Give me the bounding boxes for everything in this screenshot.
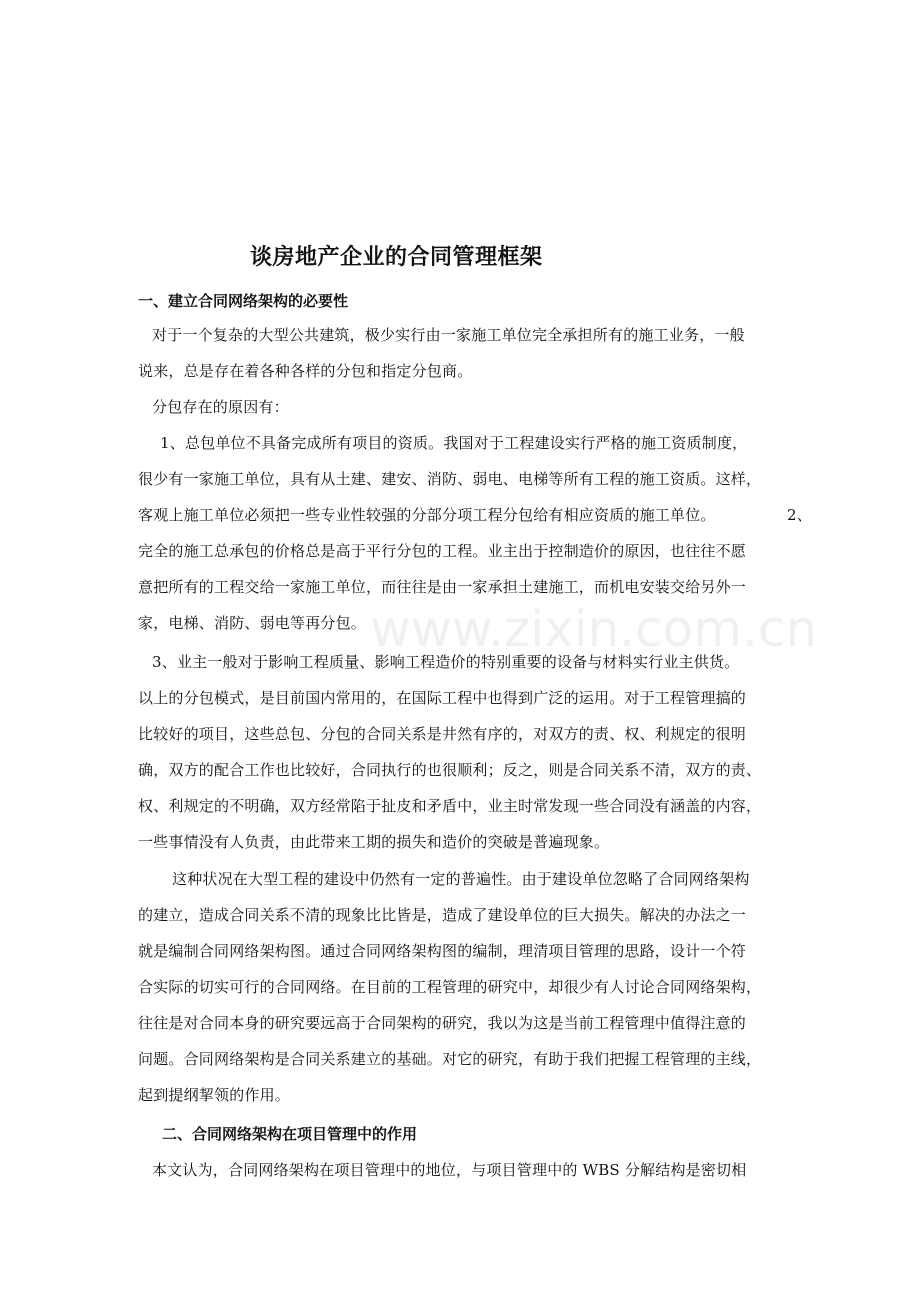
paragraph-line: 起到提纲挈领的作用。 — [138, 1086, 291, 1104]
paragraph-line: 确，双方的配合工作也比较好，合同执行的也很顺利；反之，则是合同关系不清，双方的责、 — [138, 761, 762, 779]
paragraph-line: 本文认为，合同网络架构在项目管理中的地位，与项目管理中的 WBS 分解结构是密切相 — [152, 1161, 747, 1179]
section-heading-1: 一、建立合同网络架构的必要性 — [138, 292, 349, 310]
paragraph-line: 问题。合同网络架构是合同关系建立的基础。对它的研究，有助于我们把握工程管理的主线， — [138, 1050, 762, 1068]
paragraph-line: 意把所有的工程交给一家施工单位，而往往是由一家承担土建施工，而机电安装交给另外一 — [138, 578, 747, 596]
paragraph-line: 3、业主一般对于影响工程质量、影响工程造价的特别重要的设备与材料实行业主供货。 — [152, 653, 740, 671]
paragraph-line: 2、 — [787, 506, 812, 524]
paragraph-line: 分包存在的原因有： — [152, 398, 289, 416]
paragraph-line: 完全的施工总承包的价格总是高于平行分包的工程。业主出于控制造价的原因，也往往不愿 — [138, 542, 747, 560]
paragraph-line: 很少有一家施工单位，具有从土建、建安、消防、弱电、电梯等所有工程的施工资质。这样， — [138, 470, 762, 488]
paragraph-line: 说来，总是存在着各种各样的分包和指定分包商。 — [138, 362, 473, 380]
document-title: 谈房地产企业的合同管理框架 — [250, 245, 543, 270]
paragraph-line: 比较好的项目，这些总包、分包的合同关系是井然有序的，对双方的责、权、利规定的很明 — [138, 725, 747, 743]
paragraph-line: 的建立，造成合同关系不清的现象比比皆是，造成了建设单位的巨大损失。解决的办法之一 — [138, 906, 747, 924]
paragraph-line: 合实际的切实可行的合同网络。在目前的工程管理的研究中，却很少有人讨论合同网络架构， — [138, 978, 762, 996]
section-heading-2: 二、合同网络架构在项目管理中的作用 — [162, 1125, 418, 1143]
paragraph-line: 这种状况在大型工程的建设中仍然有一定的普遍性。由于建设单位忽略了合同网络架构 — [172, 870, 750, 888]
paragraph-line: 家，电梯、消防、弱电等再分包。 — [138, 614, 367, 632]
watermark: www.zixin.com.cn — [370, 600, 818, 658]
paragraph-line: 一些事情没有人负责，由此带来工期的损失和造价的突破是普遍现象。 — [138, 833, 610, 851]
paragraph-line: 权、利规定的不明确，双方经常陷于扯皮和矛盾中，业主时常发现一些合同没有涵盖的内容， — [138, 797, 762, 815]
paragraph-line: 客观上施工单位必须把一些专业性较强的分部分项工程分包给有相应资质的施工单位。 — [138, 506, 716, 524]
paragraph-line: 对于一个复杂的大型公共建筑，极少实行由一家施工单位完全承担所有的施工业务，一般 — [152, 326, 745, 344]
paragraph-line: 就是编制合同网络架构图。通过合同网络架构图的编制，理清项目管理的思路，设计一个符 — [138, 942, 747, 960]
paragraph-line: 往往是对合同本身的研究要远高于合同架构的研究，我以为这是当前工程管理中值得注意的 — [138, 1014, 747, 1032]
paragraph-line: 以上的分包模式，是目前国内常用的，在国际工程中也得到广泛的运用。对于工程管理搞的 — [138, 689, 747, 707]
paragraph-line: 1、总包单位不具备完成所有项目的资质。我国对于工程建设实行严格的施工资质制度， — [160, 434, 748, 452]
